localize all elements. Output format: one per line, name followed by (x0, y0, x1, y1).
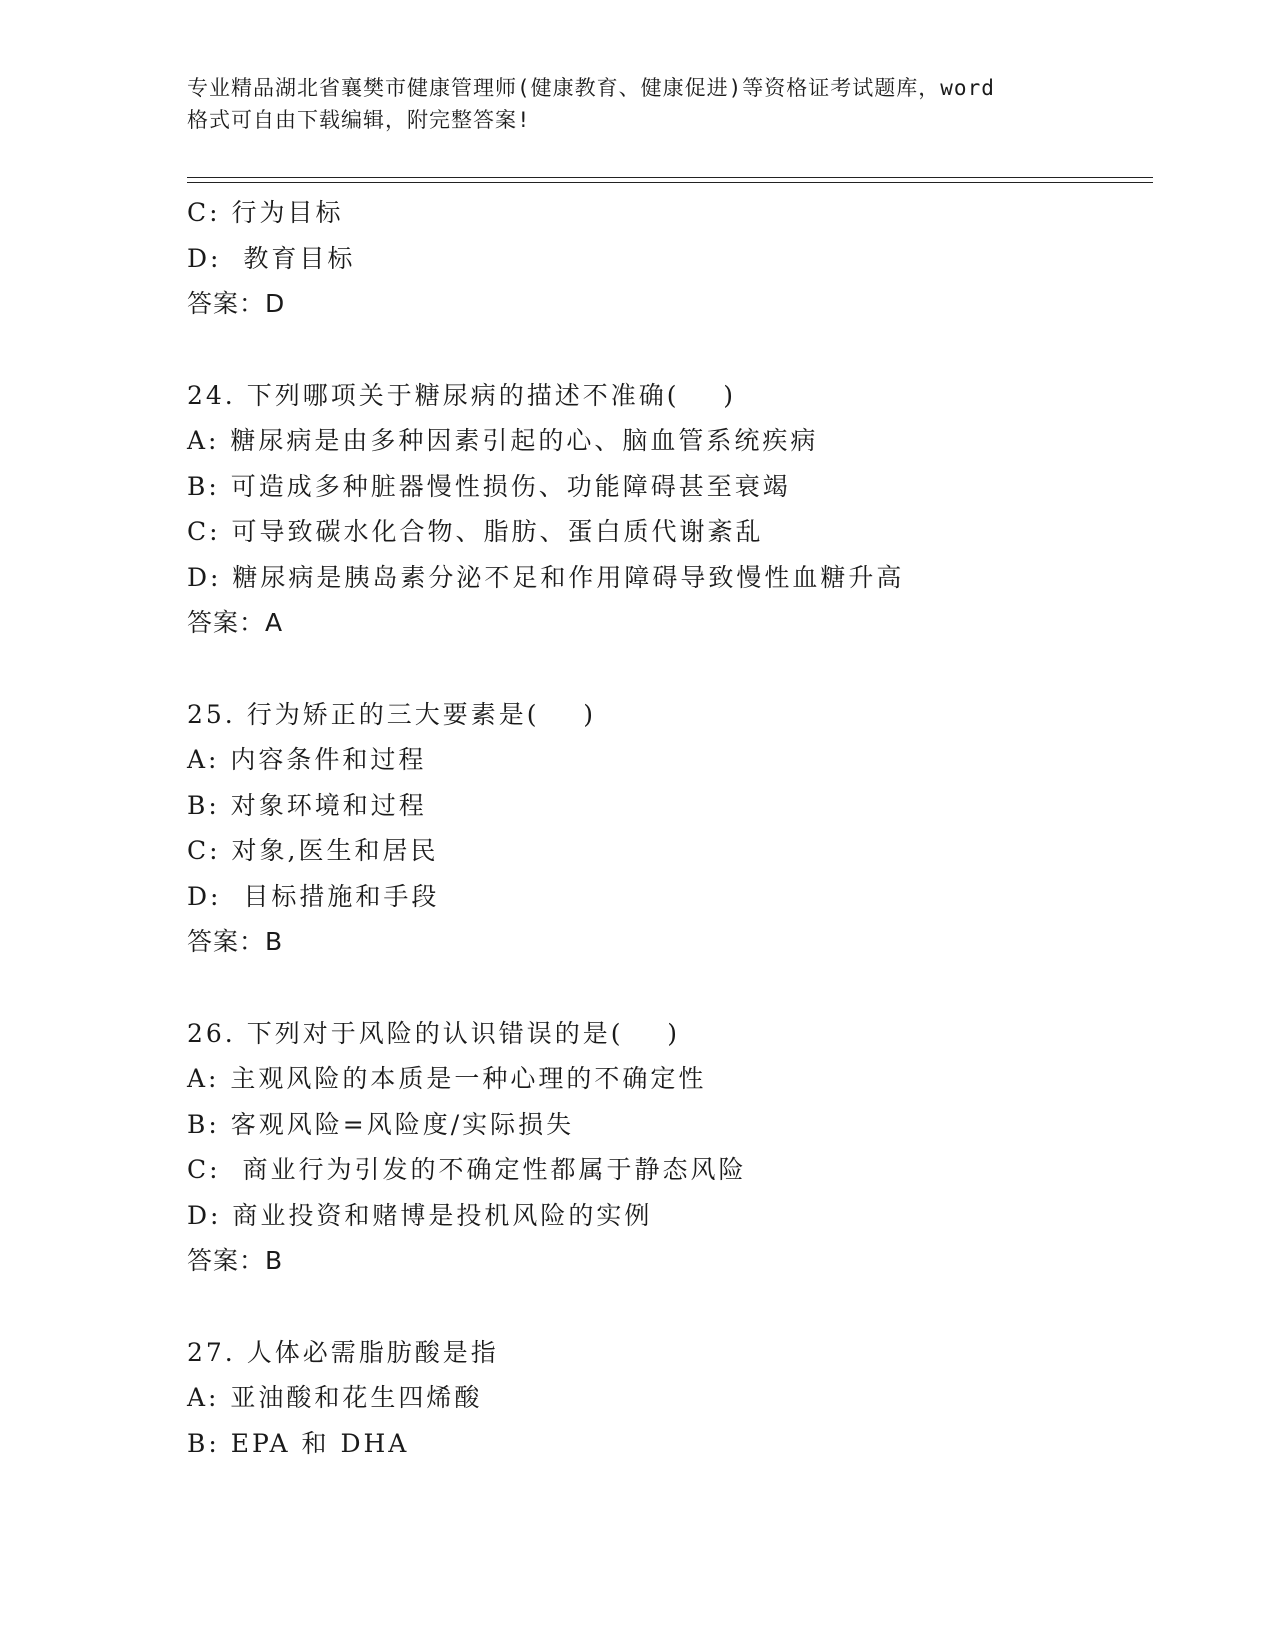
option-b: B: EPA 和 DHA (187, 1428, 410, 1458)
document-header (187, 72, 1087, 136)
header-line-1: 专业精品湖北省襄樊市健康管理师(健康教育、健康促进)等资格证考试题库，word (187, 76, 995, 100)
answer-line: 答案：D (187, 289, 286, 318)
answer-line: 答案：A (187, 608, 284, 637)
question-27 (187, 1330, 1147, 1467)
header-divider-top (187, 177, 1153, 178)
option-d: D: 目标措施和手段 (187, 881, 440, 911)
answer-line: 答案：B (187, 927, 284, 956)
question-title: 26. 下列对于风险的认识错误的是( ) (187, 1018, 681, 1048)
option-c: C: 商业行为引发的不确定性都属于静态风险 (187, 1155, 747, 1184)
question-26 (187, 1011, 1147, 1284)
option-a: A: 亚油酸和花生四烯酸 (187, 1383, 483, 1412)
header-line-2: 格式可自由下载编辑，附完整答案! (187, 108, 531, 132)
answer-line: 答案：B (187, 1246, 284, 1275)
option-a: A: 内容条件和过程 (187, 745, 427, 774)
option-b: B: 客观风险=风险度/实际损失 (187, 1109, 575, 1139)
question-title: 24. 下列哪项关于糖尿病的描述不准确( ) (187, 380, 737, 410)
question-title: 27. 人体必需脂肪酸是指 (187, 1337, 499, 1367)
option-c: C: 行为目标 (187, 198, 344, 227)
option-c: C: 可导致碳水化合物、脂肪、蛋白质代谢紊乱 (187, 517, 764, 546)
question-24 (187, 373, 1147, 646)
option-c: C: 对象,医生和居民 (187, 836, 439, 865)
header-divider-bottom (187, 182, 1153, 183)
option-b: B: 可造成多种脏器慢性损伤、功能障碍甚至衰竭 (187, 471, 791, 501)
question-25 (187, 692, 1147, 965)
option-b: B: 对象环境和过程 (187, 790, 427, 820)
option-d: D: 商业投资和赌博是投机风险的实例 (187, 1200, 653, 1230)
question-23-continued (187, 190, 1147, 327)
option-a: A: 糖尿病是由多种因素引起的心、脑血管系统疾病 (187, 426, 819, 455)
question-list (187, 190, 1147, 1466)
question-title: 25. 行为矫正的三大要素是( ) (187, 699, 596, 729)
option-a: A: 主观风险的本质是一种心理的不确定性 (187, 1064, 707, 1093)
option-d: D: 教育目标 (187, 243, 356, 273)
option-d: D: 糖尿病是胰岛素分泌不足和作用障碍导致慢性血糖升高 (187, 562, 905, 592)
